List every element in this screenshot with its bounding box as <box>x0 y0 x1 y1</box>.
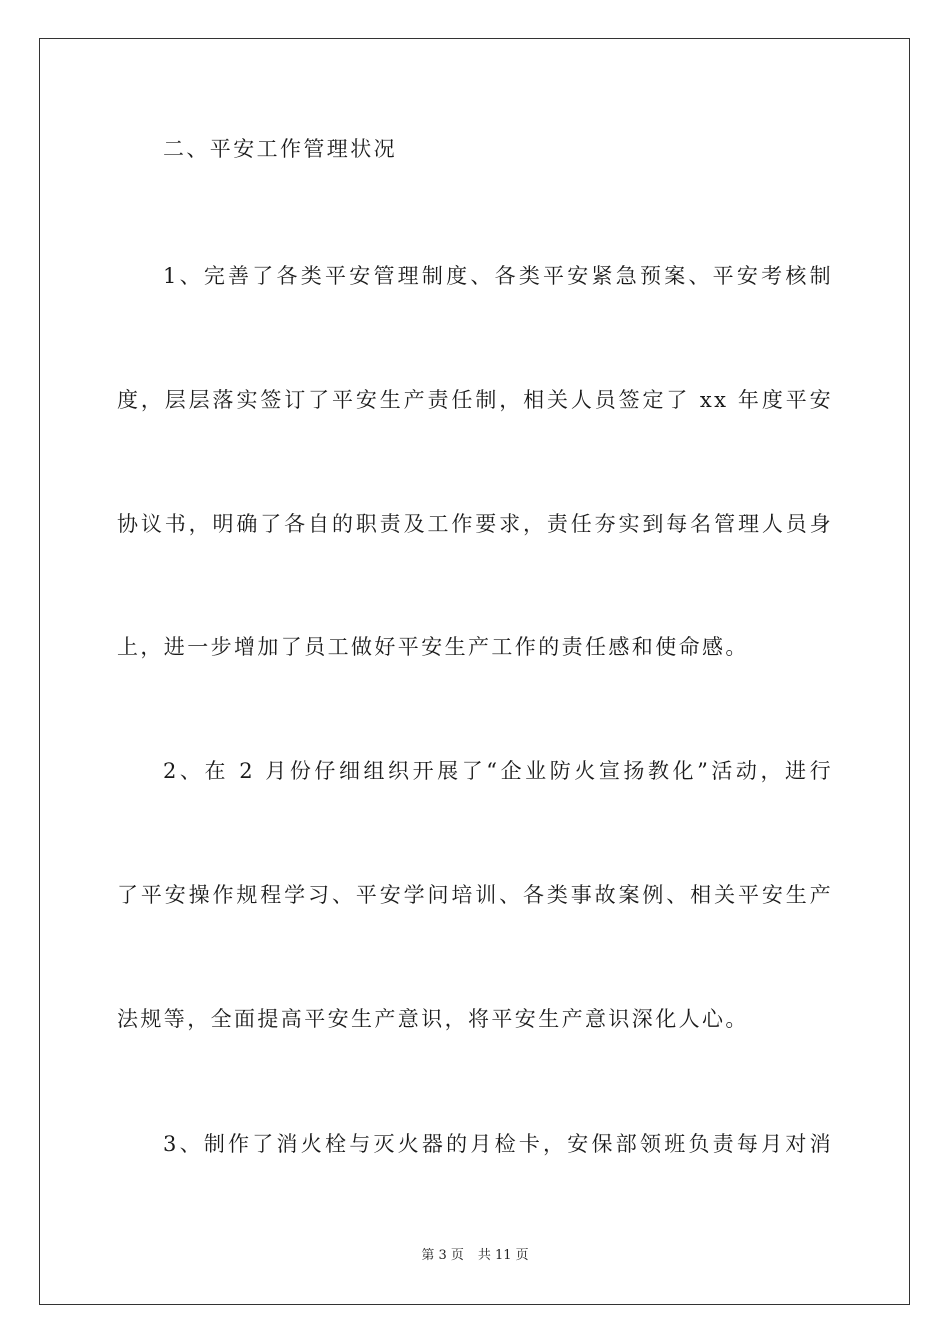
section-heading: 二、平安工作管理状况 <box>163 137 397 161</box>
page-total: 共 11 页 <box>477 1248 529 1263</box>
paragraph-2-line-1: 2、在 2 月份仔细组织开展了“企业防火宣扬教化”活动，进行 <box>163 759 833 783</box>
paragraph-2-line-3: 法规等，全面提高平安生产意识，将平安生产意识深化人心。 <box>117 1007 749 1031</box>
paragraph-1-line-3: 协议书，明确了各自的职责及工作要求，责任夯实到每名管理人员身 <box>117 512 833 536</box>
paragraph-2-line-2: 了平安操作规程学习、平安学问培训、各类事故案例、相关平安生产 <box>117 883 833 907</box>
paragraph-3-line-1: 3、制作了消火栓与灭火器的月检卡，安保部领班负责每月对消 <box>163 1132 833 1156</box>
page-number: 第 3 页 <box>421 1248 464 1263</box>
paragraph-1-line-2: 度，层层落实签订了平安生产责任制，相关人员签定了 xx 年度平安 <box>117 388 833 412</box>
page-footer <box>0 1248 950 1264</box>
paragraph-1-line-4: 上，进一步增加了员工做好平安生产工作的责任感和使命感。 <box>117 635 749 659</box>
page-border <box>39 38 910 1305</box>
paragraph-1-line-1: 1、完善了各类平安管理制度、各类平安紧急预案、平安考核制 <box>163 264 833 288</box>
